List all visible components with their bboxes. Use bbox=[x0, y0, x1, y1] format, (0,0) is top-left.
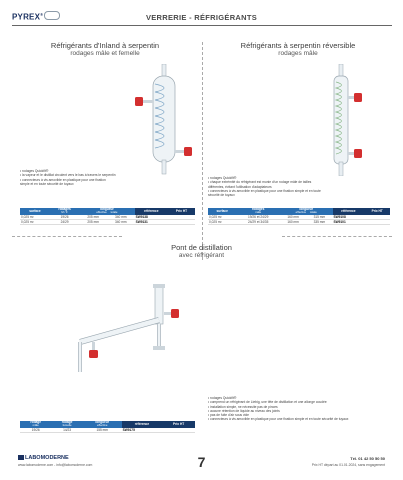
table-row: 0,025 m² 24/29 et 34/35 160 mm 335 mm SW9101 bbox=[208, 219, 390, 224]
page-header bbox=[0, 0, 403, 30]
brand-name: PYREX® bbox=[12, 12, 44, 22]
col-rodages: rodages M / F bbox=[50, 208, 79, 215]
column-divider bbox=[202, 42, 203, 260]
col-surface: surface bbox=[20, 208, 50, 215]
inland-features bbox=[20, 169, 116, 186]
col-reference: référence bbox=[333, 208, 365, 215]
footer-logo: LABOMODERNE bbox=[18, 455, 69, 461]
table-row: 0,025 m² 24/29 205 mm 340 mm SW9131 bbox=[20, 219, 195, 224]
col-reference: référence bbox=[135, 208, 168, 215]
table-row: 0,025 m² 19/26 205 mm 340 mm SW9138 bbox=[20, 215, 195, 220]
col-rodage-femelle: rodage femelle bbox=[51, 421, 82, 428]
bridge-spec-table bbox=[20, 421, 195, 433]
col-longueur: longueur effective bbox=[83, 421, 122, 428]
footer-website[interactable]: www.labomoderne.com - info@labomoderne.com bbox=[18, 463, 93, 467]
page-number: 7 bbox=[197, 454, 206, 470]
inland-condenser-image bbox=[135, 64, 195, 176]
feature-item: • connecteurs à vis amovible en plastique pour une fixation simple et en toute sécurité de tuyaux bbox=[208, 189, 328, 198]
feature-item: • chaque extrémité du réfrigérant est munie d'un rodage mâle de tailles différentes, évitant l'utilisation d'adaptateurs bbox=[208, 180, 328, 189]
col-surface: surface bbox=[208, 208, 236, 215]
distillation-bridge-image bbox=[58, 284, 198, 394]
footer-phone: Tél. 01 42 50 50 50 bbox=[350, 456, 385, 461]
bridge-title: Pont de distillation avec réfrigérant bbox=[171, 243, 232, 260]
feature-item: • connecteurs à vis amovible en plastique pour une fixation simple et en toute sécurité de tuyaux bbox=[208, 417, 388, 421]
feature-item: • connecteurs à vis amovible en plastique pour une fixation simple et en toute sécurité de tuyaux bbox=[20, 178, 116, 187]
col-prix: Prix HT bbox=[168, 208, 195, 215]
col-prix: Prix HT bbox=[364, 208, 390, 215]
reversible-features bbox=[208, 176, 328, 197]
bridge-features bbox=[208, 396, 388, 422]
feature-item: • installation simple, ne nécessite pas de pinces bbox=[208, 405, 388, 409]
col-prix: Prix HT bbox=[162, 421, 195, 428]
reversible-condenser-image bbox=[320, 64, 365, 176]
col-longueur: longueur effective totale bbox=[79, 208, 134, 215]
section-divider-right bbox=[282, 236, 392, 237]
feature-item: • aucune rétention de liquide au niveau des joints bbox=[208, 409, 388, 413]
feature-item: • rodages Quickfit® bbox=[208, 176, 328, 180]
inland-title: Réfrigérants d'Inland à serpentin rodages mâle et femelle bbox=[50, 41, 160, 58]
table-row: 0,025 m² 19/26 et 24/29 160 mm 315 mm SW9108 bbox=[208, 215, 390, 220]
header-divider bbox=[12, 25, 392, 26]
feature-item: • comprend un réfrigérant de Liebig, une tête de distillation et une allonge coudée bbox=[208, 400, 388, 404]
page-title: VERRERIE - RÉFRIGÉRANTS bbox=[145, 13, 258, 22]
reversible-spec-table bbox=[208, 208, 390, 225]
feature-item: • rodages Quickfit® bbox=[208, 396, 388, 400]
feature-item: • rodages Quickfit® bbox=[20, 169, 116, 173]
feature-item: • la vapeur et le distillat circulent vers le bas à travers le serpentin bbox=[20, 173, 116, 177]
section-divider-left bbox=[12, 236, 122, 237]
col-rodages: rodages mâle bbox=[236, 208, 280, 215]
feature-item: • pas de fuite d'air sous vide bbox=[208, 413, 388, 417]
col-longueur: longueur effective totale bbox=[280, 208, 333, 215]
col-rodage-male: rodage mâle bbox=[20, 421, 51, 428]
col-reference: référence bbox=[122, 421, 163, 428]
reversible-title: Réfrigérants à serpentin réversible rodages mâle bbox=[240, 41, 356, 58]
table-row: 19/26 14/23 155 mm SW9175 bbox=[20, 428, 195, 433]
inland-spec-table bbox=[20, 208, 195, 225]
footer-price-note: Prix HT départ au 01.01.2024, sans engagement bbox=[311, 463, 385, 467]
